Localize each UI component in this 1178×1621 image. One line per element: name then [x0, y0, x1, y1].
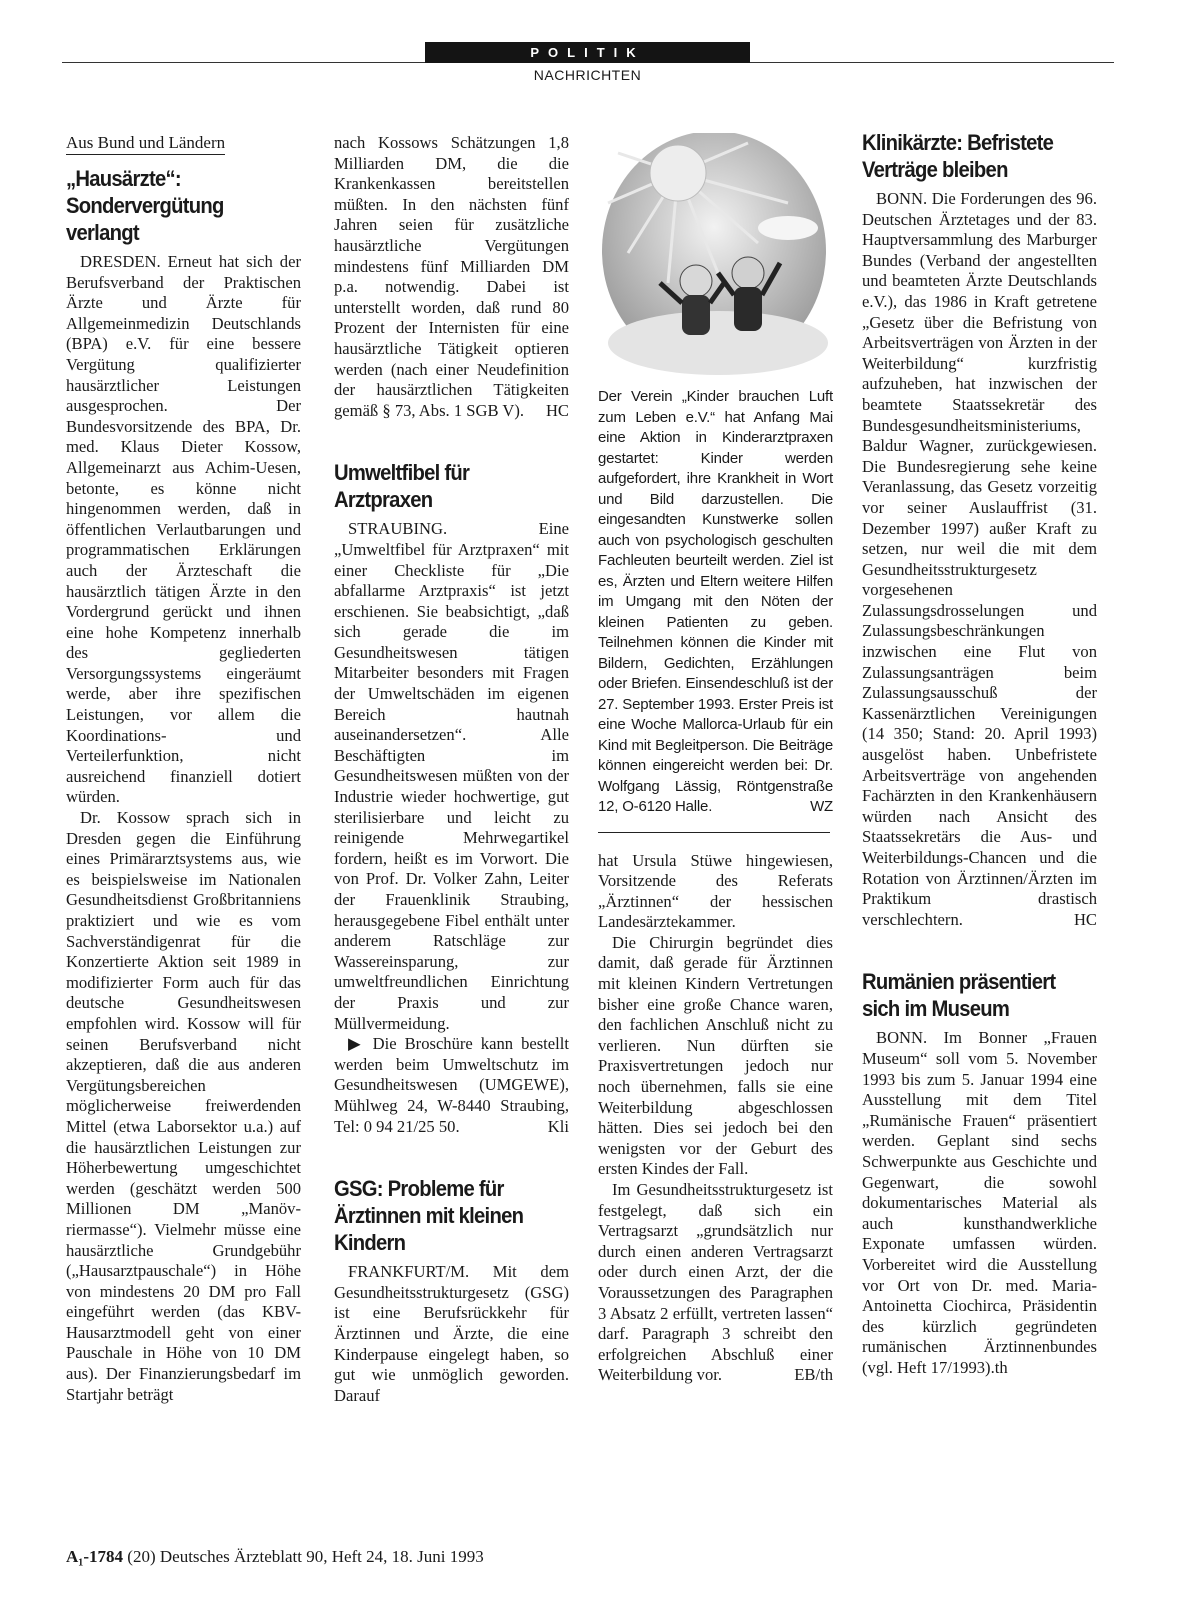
headline-klinikaerzte: Klinikärzte: Befristete Verträge bleiben: [862, 130, 1054, 182]
headline-hausaerzte: „Hausärzte“: Sondervergütung verlangt: [66, 166, 224, 245]
paragraph: Die Chirurgin begründet dies damit, daß gerade für Ärztinnen mit kleinen Kindern Vertretungen bisher eine große Chance waren, den fachlichen Anschluß nicht zu verlieren. Nun dürften sie Praxisvertretungen jedoch nur noch übernehmen, falls sie eine Weiterbildung abgeschlossen hätten. Dies sei jedoch bei den wenigsten vor der Geburt des ersten Kindes der Fall.: [598, 932, 833, 1179]
paragraph: Dr. Kossow sprach sich in Dresden gegen die Einführung eines Primärarztsystems aus, wie es beispielsweise im Nationalen Gesundheitsdienst Großbritanniens praktiziert und wie es vom Sachverständigenrat für die Konzertierte Aktion seit 1989 in modifizierter Form auch für das deutsche Gesundheitswesen empfohlen wird. Kossow will für seinen Berufsverband nicht akzeptieren, daß die aus anderen Vergütungsbereichen möglicherweise freiwerdenden Mittel (etwa Laborsektor u.a.) auf die hausärztlichen Leistungen zur Höherbewertung umgeschichtet werden (geschätzt werden 500 Millionen DM „Manövriermasse“). Vielmehr müsse eine hausärztliche Grundgebühr („Hausarztpauschale“) in Höhe von mindestens 20 DM pro Fall eingeführt werden (das KBV-Hausarztmodell geht von einer Pauschale in Höhe von 10 DM aus). Der Finanzierungsbedarf im Startjahr beträgt: [66, 808, 301, 1404]
article-umweltfibel-body: [334, 519, 569, 1137]
article-klinikaerzte-body: [862, 189, 1097, 930]
author-initials: Kli: [547, 1116, 569, 1136]
author-initials: HC: [545, 400, 569, 420]
article-gsg-continuation: [598, 851, 833, 1386]
paragraph: BONN. Im Bonner „Frauen Museum“ soll vom 5. November 1993 bis zum 5. Januar 1994 eine Ausstellung mit dem Titel „Rumänische Frauen“ präsentiert werden. Geplant sind sechs Schwerpunkte aus Geschichte und Gegenwart, die sowohl dokumentarisches Material als auch kunsthandwerkliche Exponate umfassen würden. Vorbereitet wird die Ausstellung vor Ort von Dr. med. Maria-Antoinetta Ciochirca, Präsidentin des kürzlich gegründeten rumänischen Ärztinnenbundes (vgl. Heft 17/1993).th: [862, 1028, 1097, 1377]
paragraph: FRANKFURT/M. Mit dem Gesundheitsstrukturgesetz (GSG) ist eine Berufsrückkehr für Ärztinnen und Ärzte, die eine Kinderpause eingelegt haben, so gut wie unmöglich geworden. Darauf: [334, 1262, 569, 1405]
headline-umweltfibel: Umweltfibel für Arztpraxen: [334, 460, 470, 513]
paragraph: Im Gesundheitsstrukturgesetz ist festgelegt, daß sich ein Vertragsarzt „grundsätzlich nur durch einen anderen Vertragsarzt oder durch einen Arzt, der die Voraussetzungen des Paragraphen 3 Absatz 2 erfüllt, vertreten lassen“ darf. Paragraph 3 schreibt den erfolgreichen Abschluß einer Weiterbildung vor.: [598, 1180, 833, 1385]
paragraph: BONN. Die Forderungen des 96. Deutschen Ärztetages und der 83. Hauptversammlung des Marburger Bundes (Verband der angestellten und beamteten Ärzte Deutschlands e.V.), das 1986 in Kraft getretene „Gesetz über die Befristung von Arbeitsverträgen von Ärzten in der Weiterbildung“ kurzfristig aufzuheben, hat inzwischen der beamtete Staatssekretär des Bundesgesundheitsministeriums, Baldur Wagner, zurückgewiesen. Die Bundesregierung sehe keine Veranlassung, das Gesetz vorzeitig vor seiner Auslauffrist (31. Dezember 1997) außer Kraft zu setzen, nur weil die mit dem Gesundheitsstrukturgesetz vorgesehenen Zulassungsdrosselungen und Zulassungsbeschränkungen inzwischen eine Flut von Zulassungsanträgen beim Zulassungsausschuß der Kassenärztlichen Vereinigungen (14 350; Stand: 20. April 1993) ausgelöst haben. Unbefristete Arbeitsverträge von angehenden Fachärzten in den Krankenhäusern würden nach Ansicht des Staatssekretärs die Aus- und Weiterbildungs-Chancen und die Rotation von Ärztinnen/Ärzten im Praktikum drastisch verschlechtern.: [862, 189, 1097, 929]
paragraph: DRESDEN. Erneut hat sich der Berufsverband der Praktischen Ärzte und Ärzte für Allgemeinmedizin Deutschlands (BPA) e.V. für eine bessere Vergütung qualifizierter hausärztlicher Leistungen ausgesprochen. Der Bundesvorsitzende des BPA, Dr. med. Klaus Dieter Kossow, Allgemeinarzt aus Achim-Uesen, betonte, es könne nicht hingenommen werden, daß in öffentlichen Verlautbarungen und programmatischen Erklärungen auch der Ärzteschaft die hausärztlich tätigen Ärzte in den Vordergrund gerückt und ihnen eine hohe Kompetenz innerhalb des gegliederten Versorgungssystems eingeräumt werde, aber ihre spezifischen Leistungen, vor allem die Koordinations- und Verteilerfunktion, nicht ausreichend finanziell dotiert würden.: [66, 252, 301, 807]
caption-rule: [598, 832, 830, 833]
article-gsg-body: [334, 1262, 569, 1406]
photo-caption: [598, 387, 833, 818]
paragraph: ▶ Die Broschüre kann bestellt werden beim Umweltschutz im Gesundheitswesen (UMGEWE), Mühlweg 24, W-8440 Straubing, Tel: 0 94 21/25 50.: [334, 1034, 569, 1136]
citation: (20) Deutsches Ärzteblatt 90, Heft 24, 18. Juni 1993: [127, 1547, 484, 1566]
caption-text: Der Verein „Kinder brauchen Luft zum Leben e.V.“ hat Anfang Mai eine Aktion in Kinderarztpraxen gestartet: Kinder werden aufgefordert, ihre Krankheit in Wort und Bild darzustellen. Die eingesandten Kunstwerke sollen auch von psychologisch geschulten Fachleuten beurteilt werden. Ziel ist es, Ärzten und Eltern weitere Hilfen im Umgang mit den Nöten der kleinen Patienten zu geben. Teilnehmen können die Kinder mit Bildern, Gedichten, Erzählungen oder Briefen. Einsendeschluß ist der 27. September 1993. Erster Preis ist eine Woche Mallorca-Urlaub für ein Kind mit Begleitperson. Die Beiträge können eingereicht werden bei: Dr. Wolfgang Lässig, Röntgenstraße 12, O-6120 Halle.: [598, 388, 833, 815]
page-footer: [66, 1547, 484, 1567]
column-1: [66, 133, 301, 1405]
author-initials: EB/th: [794, 1365, 833, 1385]
children-drawing-image: [598, 133, 830, 381]
column-4: [862, 130, 1097, 1378]
paragraph: nach Kossows Schätzungen 1,8 Milliarden DM, die die Krankenkassen bereitstellen müßten. In den nächsten fünf Jahren seien für zusätzliche hausärztliche Vergütungen mindestens fünf Milliarden DM p.a. notwendig. Dabei ist unterstellt worden, daß rund 80 Prozent der Internisten für eine hausärztliche Tätigkeit optieren werden (nach einer Neudefinition der hausärztlichen Tätigkeiten gemäß § 73, Abs. 1 SGB V).: [334, 133, 569, 420]
author-initials: HC: [1073, 909, 1097, 929]
rubric: Aus Bund und Ländern: [66, 133, 225, 155]
headline-gsg: GSG: Probleme für Ärztinnen mit kleinen Kindern: [334, 1176, 524, 1256]
column-3: [598, 133, 833, 1386]
subsection-label: NACHRICHTEN: [533, 67, 642, 83]
section-label: POLITIK: [425, 42, 750, 63]
paragraph: hat Ursula Stüwe hingewiesen, Vorsitzende des Referats „Ärztinnen“ der hessischen Landesärztekammer.: [598, 850, 833, 932]
article-hausaerzte-body: [66, 252, 301, 1405]
headline-rumaenien: Rumänien präsentiert sich im Museum: [862, 969, 1056, 1022]
article-hausaerzte-continuation: [334, 133, 569, 421]
paragraph: STRAUBING. Eine „Umweltfibel für Arztpraxen“ mit einer Checkliste für „Die abfallarme Arztpraxis“ ist jetzt erschienen. Sie beabsichtigt, „daß sich gerade die im Gesundheitswesen tätigen Mitarbeiter besonders mit Fragen der Umweltschäden im eigenen Bereich hautnah auseinandersetzen“. Alle Beschäftigten im Gesundheitswesen müßten von der Industrie wieder hochwertige, gut sterilisierbare und leicht zu reinigende Mehrwegartikel fordern, heißt es im Vorwort. Die von Prof. Dr. Volker Zahn, Leiter der Frauenklinik Straubing, herausgegebene Fibel enthält unter anderem Ratschläge zur Wassereinsparung, zur umweltfreundlichen Einrichtung der Praxis und zur Müllvermeidung.: [334, 519, 569, 1033]
page-code: A₁-1784: [66, 1547, 124, 1566]
author-initials: WZ: [810, 798, 833, 815]
column-2: [334, 133, 569, 1406]
article-rumaenien-body: [862, 1028, 1097, 1378]
